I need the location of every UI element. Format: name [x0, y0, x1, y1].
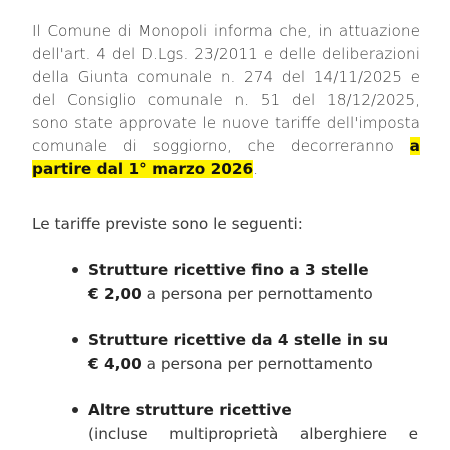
intro-text: Il Comune di Monopoli informa che, in attuazione dell'art. 4 del D.Lgs. 23/2011 e delle deliberazioni della Giunta comunale n. 274 del 14/11/2025 e del Consiglio comunale n. 51 del 18/12/2025, sono state approvate le nuove tariffe dell'imposta comunale di soggiorno, che decorreranno: [32, 22, 420, 155]
rate-item-title: Altre strutture ricettive: [88, 401, 292, 419]
bullet-icon: [72, 267, 78, 273]
rate-item-4-stars-and-up: [88, 328, 418, 376]
rate-item-price-line: [88, 352, 418, 376]
rate-item-unit: a persona per pernottamento: [141, 285, 373, 303]
rate-item-price: € 4,00: [88, 355, 142, 373]
rate-item-title: Strutture ricettive da 4 stelle in su: [88, 331, 389, 349]
bullet-icon: [72, 407, 78, 413]
rate-item-up-to-3-stars: [88, 258, 418, 306]
bullet-icon: [72, 337, 78, 343]
intro-period: .: [253, 160, 259, 178]
rate-item-price: € 2,00: [88, 285, 142, 303]
rate-item-unit: a persona per pernottamento: [141, 355, 373, 373]
intro-paragraph: [32, 20, 420, 181]
rate-item-other-structures: [88, 398, 418, 446]
rates-lead-text: Le tariffe previste sono le seguenti:: [32, 215, 303, 233]
rate-item-title: Strutture ricettive fino a 3 stelle: [88, 261, 369, 279]
rate-item-note: (incluse multiproprietà alberghiere e: [88, 425, 418, 443]
start-date-highlight: a partire dal 1° marzo 2026: [32, 137, 420, 178]
rate-item-price-line: [88, 282, 418, 306]
